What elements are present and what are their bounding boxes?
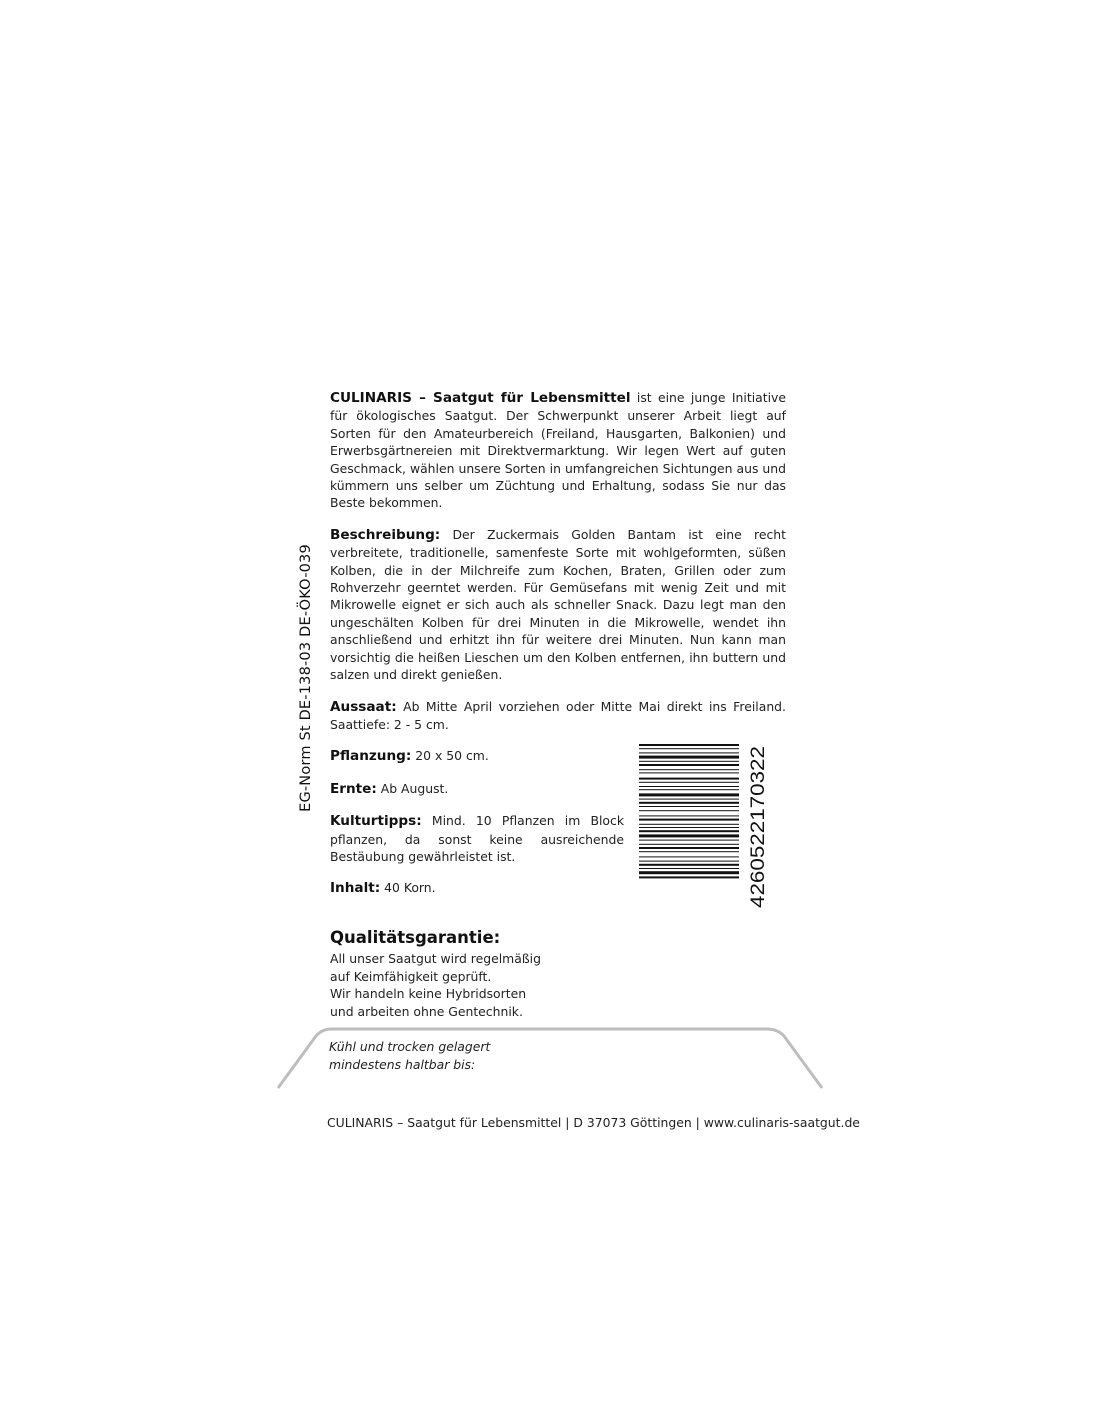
tips-text: Mind. 10 Pflanzen im Block pflanzen, da sonst keine ausreichende Bestäubung gewährleistet ist. [330, 813, 624, 864]
planting-label: Pflanzung: [330, 748, 412, 765]
intro-text: ist eine junge Initiative für ökologisches Saatgut. Der Schwerpunkt unserer Arbeit liegt auf Sorten für den Amateurbereich (Freiland, Hausgarten, Balkonien) und Erwerbsgärtnereien mit Direktvermarktung. Wir legen Wert auf guten Geschmack, wählen unsere Sorten in umfangreichen Sichtungen aus und kümmern uns selber um Züchtung und Erhaltung, sodass Sie nur das Beste bekommen. [330, 390, 787, 511]
sowing-label: Aussaat: [330, 698, 397, 715]
intro-paragraph [330, 389, 786, 512]
quality-line: und arbeiten ohne Gentechnik. [330, 1003, 523, 1019]
content-label: Inhalt: [330, 880, 381, 897]
description-label: Beschreibung: [330, 526, 441, 543]
footer-address: CULINARIS – Saatgut für Lebensmittel | D 37073 Göttingen | www.culinaris-saatgut.de [327, 1115, 860, 1130]
description-text: Der Zuckermais Golden Bantam ist eine recht verbreitete, traditionelle, samenfeste Sorte mit wohlgeformten, süßen Kolben, die in der Milchreife zum Kochen, Braten, Grillen oder zum Rohverzehr geerntet werden. Für Gemüsefans mit wenig Zeit und mit Mikrowelle eignet er sich auch als schneller Snack. Dazu legt man den ungeschälten Kolben für drei Minuten in die Mikrowelle, wendet ihn anschließend und erhitzt ihn für weitere drei Minuten. Nun kann man vorsichtig die heißen Lieschen um den Kolben entfernen, ihn buttern und salzen und direkt genießen. [330, 526, 786, 683]
quality-line: All unser Saatgut wird regelmäßig [330, 951, 541, 966]
quality-guarantee [330, 928, 630, 1020]
barcode [637, 742, 770, 908]
description-paragraph [330, 526, 786, 684]
content-text: 40 Korn. [380, 880, 436, 896]
quality-line: Wir handeln keine Hybridsorten [330, 986, 527, 1002]
barcode-number: 4260522170322 [747, 767, 769, 908]
quality-line: auf Keimfähigkeit geprüft. [330, 968, 492, 984]
certification-code: EG-Norm St DE-138-03 DE-ÖKO-039 [298, 544, 314, 812]
storage-line: Kühl und trocken gelagert [329, 1039, 491, 1054]
planting-text: 20 x 50 cm. [411, 748, 489, 764]
content-paragraph [330, 879, 624, 897]
storage-note [329, 1038, 490, 1074]
tips-label: Kulturtipps: [330, 813, 422, 830]
quality-title: Qualitätsgarantie: [330, 928, 501, 947]
harvest-text: Ab August. [376, 780, 449, 796]
barcode-bars [639, 744, 739, 878]
sowing-text: Ab Mitte April vorziehen oder Mitte Mai direkt ins Freiland. Saattiefe: 2 - 5 cm. [330, 698, 786, 732]
storage-line: mindestens haltbar bis: [329, 1057, 476, 1072]
tips-paragraph [330, 812, 624, 865]
sowing-paragraph [330, 698, 786, 734]
harvest-label: Ernte: [330, 780, 377, 797]
brand-name: CULINARIS – Saatgut für Lebensmittel [330, 390, 631, 406]
